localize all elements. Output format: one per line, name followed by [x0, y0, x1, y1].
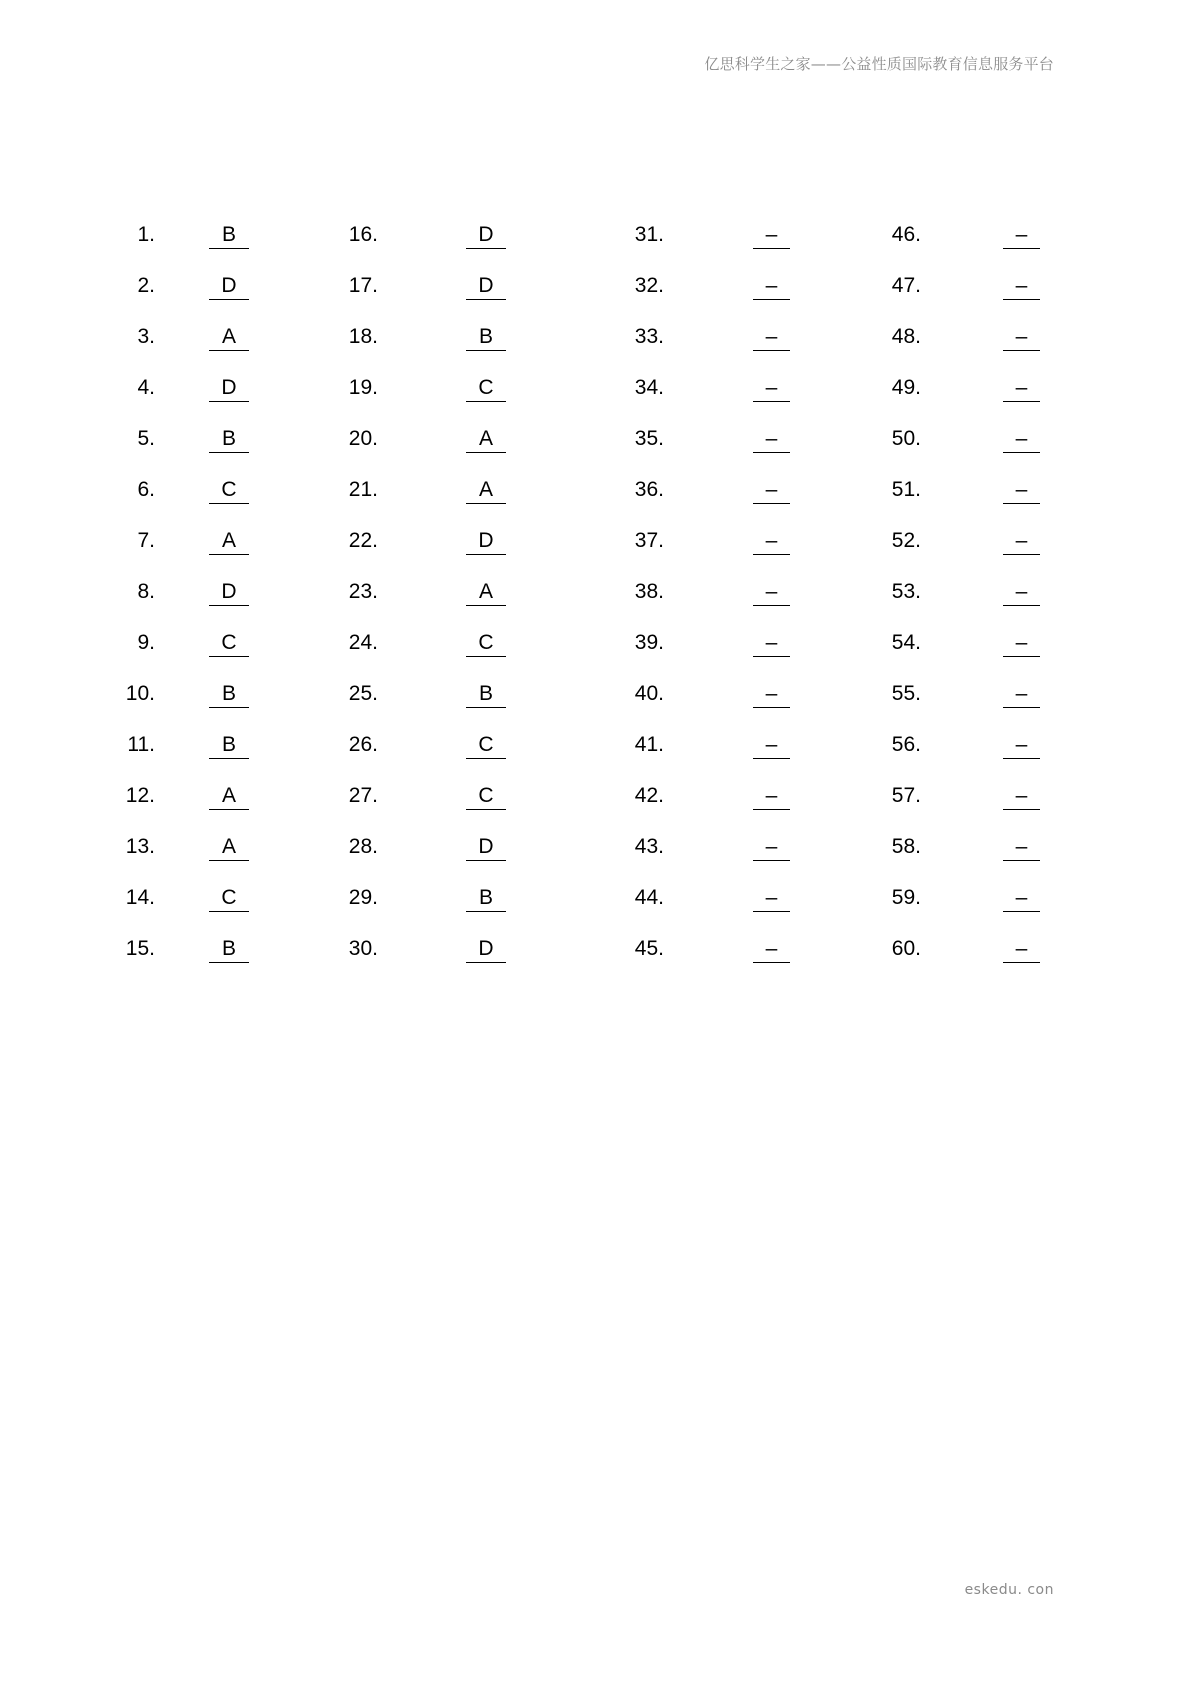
question-number: 43. — [634, 835, 664, 858]
question-number: 12. — [125, 784, 155, 807]
answer-blank: C — [466, 781, 506, 810]
answer-blank: – — [1003, 424, 1040, 453]
answer-blank: – — [1003, 373, 1040, 402]
answer-blank: A — [209, 322, 249, 351]
question-number: 35. — [634, 427, 664, 450]
answer-blank: D — [466, 220, 506, 249]
answer-blank: B — [466, 322, 506, 351]
question-number: 24. — [348, 631, 378, 654]
question-number: 21. — [348, 478, 378, 501]
answer-blank: C — [209, 883, 249, 912]
answer-blank: D — [209, 373, 249, 402]
page-header-site-name: 亿思科学生之家——公益性质国际教育信息服务平台 — [704, 55, 1054, 73]
question-number: 10. — [125, 682, 155, 705]
question-number: 48. — [891, 325, 921, 348]
answer-blank: – — [1003, 475, 1040, 504]
answer-blank: – — [753, 322, 790, 351]
answer-blank: B — [466, 679, 506, 708]
answer-blank: – — [753, 832, 790, 861]
question-number: 30. — [348, 937, 378, 960]
question-number: 15. — [125, 937, 155, 960]
page-footer-domain: eskedu. con — [964, 1582, 1054, 1598]
question-number: 38. — [634, 580, 664, 603]
question-number: 39. — [634, 631, 664, 654]
question-number: 3. — [137, 325, 155, 348]
answer-blank: A — [466, 424, 506, 453]
answer-blank: D — [466, 934, 506, 963]
answer-blank: – — [753, 220, 790, 249]
answer-blank: – — [1003, 628, 1040, 657]
question-number: 1. — [137, 223, 155, 246]
answer-blank: – — [1003, 526, 1040, 555]
answer-blank: A — [466, 577, 506, 606]
answer-blank: – — [753, 475, 790, 504]
answer-blank: – — [753, 526, 790, 555]
question-number: 8. — [137, 580, 155, 603]
question-number: 41. — [634, 733, 664, 756]
answer-blank: B — [466, 883, 506, 912]
answer-blank: – — [753, 934, 790, 963]
question-number: 34. — [634, 376, 664, 399]
answer-blank: – — [1003, 220, 1040, 249]
answer-blank: A — [209, 832, 249, 861]
question-number: 14. — [125, 886, 155, 909]
answer-blank: – — [753, 373, 790, 402]
question-number: 22. — [348, 529, 378, 552]
question-number: 46. — [891, 223, 921, 246]
answer-blank: C — [466, 373, 506, 402]
question-number: 26. — [348, 733, 378, 756]
question-number: 40. — [634, 682, 664, 705]
answer-blank: D — [209, 271, 249, 300]
answer-blank: – — [753, 883, 790, 912]
question-number: 6. — [137, 478, 155, 501]
answer-blank: C — [466, 730, 506, 759]
answer-blank: – — [753, 679, 790, 708]
question-number: 2. — [137, 274, 155, 297]
question-number: 7. — [137, 529, 155, 552]
answer-blank: B — [209, 220, 249, 249]
question-number: 53. — [891, 580, 921, 603]
question-number: 16. — [348, 223, 378, 246]
question-number: 17. — [348, 274, 378, 297]
question-number: 44. — [634, 886, 664, 909]
answer-blank: B — [209, 424, 249, 453]
question-number: 13. — [125, 835, 155, 858]
answer-blank: A — [209, 526, 249, 555]
answer-blank: C — [209, 628, 249, 657]
question-number: 32. — [634, 274, 664, 297]
answer-blank: D — [209, 577, 249, 606]
answer-blank: – — [753, 577, 790, 606]
question-number: 49. — [891, 376, 921, 399]
answer-blank: – — [1003, 934, 1040, 963]
question-number: 29. — [348, 886, 378, 909]
question-number: 45. — [634, 937, 664, 960]
answer-blank: C — [209, 475, 249, 504]
question-number: 60. — [891, 937, 921, 960]
answer-blank: – — [1003, 832, 1040, 861]
question-number: 28. — [348, 835, 378, 858]
question-number: 37. — [634, 529, 664, 552]
question-number: 58. — [891, 835, 921, 858]
answer-blank: – — [753, 730, 790, 759]
answer-blank: A — [209, 781, 249, 810]
question-number: 27. — [348, 784, 378, 807]
question-number: 50. — [891, 427, 921, 450]
answer-blank: D — [466, 526, 506, 555]
question-number: 33. — [634, 325, 664, 348]
question-number: 57. — [891, 784, 921, 807]
answer-blank: – — [753, 628, 790, 657]
question-number: 20. — [348, 427, 378, 450]
answer-blank: B — [209, 730, 249, 759]
question-number: 31. — [634, 223, 664, 246]
answer-blank: B — [209, 934, 249, 963]
question-number: 25. — [348, 682, 378, 705]
answer-blank: – — [753, 781, 790, 810]
answer-blank: – — [1003, 730, 1040, 759]
question-number: 47. — [891, 274, 921, 297]
answer-blank: C — [466, 628, 506, 657]
answer-blank: – — [1003, 271, 1040, 300]
question-number: 52. — [891, 529, 921, 552]
question-number: 36. — [634, 478, 664, 501]
answer-blank: – — [1003, 679, 1040, 708]
question-number: 59. — [891, 886, 921, 909]
question-number: 11. — [127, 733, 155, 756]
question-number: 23. — [348, 580, 378, 603]
question-number: 19. — [348, 376, 378, 399]
question-number: 51. — [891, 478, 921, 501]
answer-blank: – — [753, 271, 790, 300]
answer-blank: – — [1003, 883, 1040, 912]
question-number: 18. — [348, 325, 378, 348]
question-number: 42. — [634, 784, 664, 807]
question-number: 5. — [137, 427, 155, 450]
question-number: 9. — [137, 631, 155, 654]
answer-blank: – — [1003, 322, 1040, 351]
answer-blank: – — [753, 424, 790, 453]
answer-blank: B — [209, 679, 249, 708]
answer-blank: D — [466, 832, 506, 861]
question-number: 4. — [137, 376, 155, 399]
answer-blank: – — [1003, 577, 1040, 606]
question-number: 54. — [891, 631, 921, 654]
answer-blank: – — [1003, 781, 1040, 810]
question-number: 56. — [891, 733, 921, 756]
answer-blank: D — [466, 271, 506, 300]
question-number: 55. — [891, 682, 921, 705]
answer-blank: A — [466, 475, 506, 504]
